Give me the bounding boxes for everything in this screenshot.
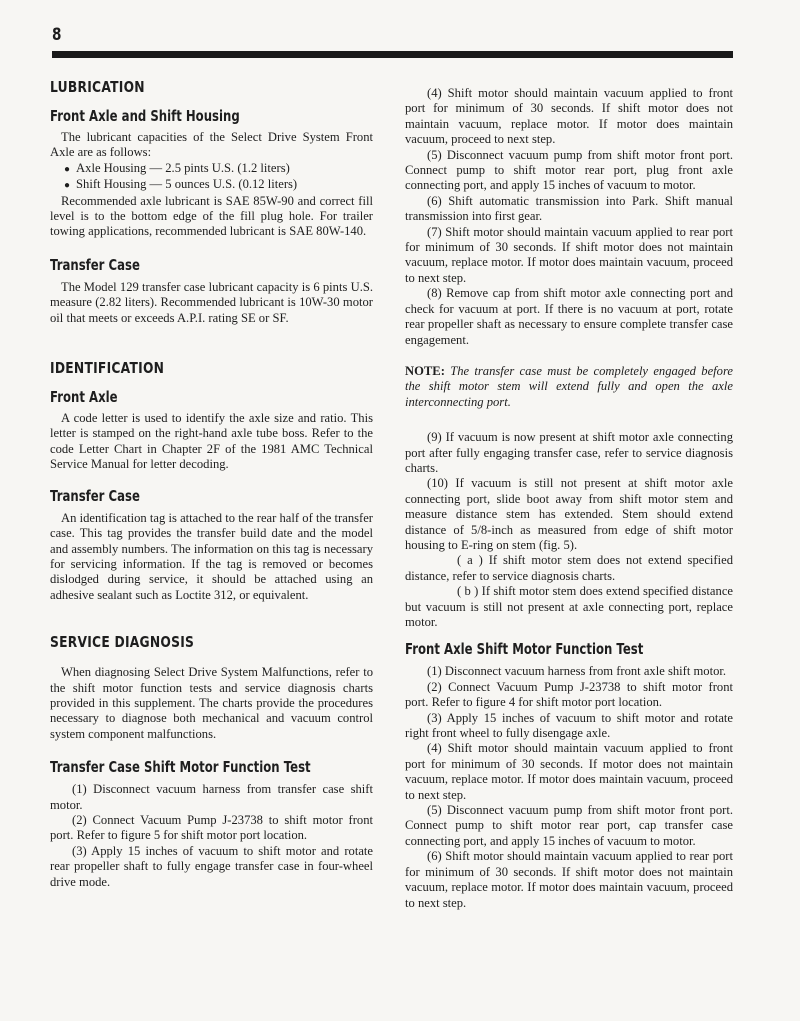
subheading-transfer-case-test: Transfer Case Shift Motor Function Test [50, 758, 311, 777]
note-label: NOTE: [405, 363, 445, 378]
test-step: (1) Disconnect vacuum harness from front axle shift motor. [427, 664, 727, 679]
subheading-transfer-case-id: Transfer Case [50, 486, 140, 505]
test-step: (3) Apply 15 inches of vacuum to shift motor and rotate right front wheel to fully disengage axle. [405, 710, 733, 741]
test-step: (2) Connect Vacuum Pump J-23738 to shift motor front port. Refer to figure 4 for shift motor port location. [405, 679, 733, 710]
note-block [405, 364, 733, 410]
capacity-list [50, 161, 373, 194]
page-number: 8 [52, 25, 62, 45]
subheading-front-axle-test: Front Axle Shift Motor Function Test [405, 640, 644, 659]
subheading-transfer-case-lube: Transfer Case [50, 255, 140, 274]
test-step: (2) Connect Vacuum Pump J-23738 to shift motor front port. Refer to figure 5 for shift motor port location. [50, 812, 373, 843]
test-step: (3) Apply 15 inches of vacuum to shift motor and rotate rear propeller shaft to fully engage transfer case in four-wheel drive mode. [50, 843, 373, 889]
note-text: The transfer case must be completely engaged before the shift motor stem will extend fully and open the axle interconnecting port. [405, 363, 733, 409]
test-step: (6) Shift motor should maintain vacuum applied to rear port for minimum of 30 seconds. If shift motor does not maintain vacuum, replace motor. If motor does maintain vacuum, proceed to next step. [405, 849, 733, 910]
header-rule [52, 51, 733, 58]
test-step: (9) If vacuum is now present at shift motor axle connecting port after fully engaging transfer case, refer to service diagnosis charts. [405, 430, 733, 475]
right-column [405, 86, 733, 911]
test-step: (10) If vacuum is still not present at shift motor axle connecting port, slide boot away from shift motor stem and measure distance stem has extended. Stem should extend distance of 5/8-inch as measured from edge of shift motor housing to E-ring on stem (fig. 5). [405, 476, 733, 552]
list-item: ● Axle Housing — 2.5 pints U.S. (1.2 liters) [64, 161, 373, 177]
paragraph-service-diagnosis: When diagnosing Select Drive System Malfunctions, refer to the shift motor function tests and service diagnosis charts provided in this supplement. The charts provide the procedures necessary to diagnose both mechanical and vacuum control system component malfunctions. [50, 665, 373, 741]
test-step: (5) Disconnect vacuum pump from shift motor front port. Connect pump to shift motor rear port, plug front axle connecting port, and apply 15 inches of vacuum to motor. [405, 147, 733, 193]
test-step: (7) Shift motor should maintain vacuum applied to rear port for minimum of 30 seconds. If shift motor does not maintain vacuum, replace motor. If motor does maintain vacuum, proceed to next step. [405, 224, 733, 285]
paragraph-recommended-lubricant: Recommended axle lubricant is SAE 85W-90 and correct fill level is to the bottom edge of the fill plug hole. For trailer towing applications, recommended lubricant is SAE 80W-140. [50, 193, 373, 239]
section-heading-service-diagnosis: SERVICE DIAGNOSIS [50, 633, 195, 652]
paragraph-front-axle-id: A code letter is used to identify the axle size and ratio. This letter is stamped on the right-hand axle tube boss. Refer to the code Letter Chart in Chapter 2F of the 1981 AMC Technical Service Manual for letter decoding. [50, 411, 373, 472]
paragraph-lubricant-intro: The lubricant capacities of the Select Drive System Front Axle are as follows: [50, 130, 373, 160]
section-heading-lubrication: LUBRICATION [50, 78, 145, 96]
test-substep: ( a ) If shift motor stem does not extend specified distance, refer to service diagnosis charts. [405, 553, 733, 583]
test-step: (5) Disconnect vacuum pump from shift motor front port. Connect pump to shift motor rear port, cap transfer case connecting port, and apply 15 inches of vacuum to motor. [405, 803, 733, 848]
test-step: (6) Shift automatic transmission into Park. Shift manual transmission into first gear. [405, 193, 733, 224]
test-step: (4) Shift motor should maintain vacuum applied to front port for minimum of 30 seconds. If motor does not maintain vacuum, replace motor. If motor does maintain vacuum, proceed to next step. [405, 741, 733, 802]
section-heading-identification: IDENTIFICATION [50, 359, 165, 378]
test-step: (1) Disconnect vacuum harness from transfer case shift motor. [50, 782, 373, 812]
list-item: ● Shift Housing — 5 ounces U.S. (0.12 liters) [64, 177, 373, 193]
subheading-front-axle-id: Front Axle [50, 388, 118, 407]
test-step: (4) Shift motor should maintain vacuum applied to front port for minimum of 30 seconds. If shift motor does not maintain vacuum, replace motor. If motor does maintain vacuum, proceed to next step. [405, 86, 733, 147]
left-column [50, 78, 373, 890]
test-step: (8) Remove cap from shift motor axle connecting port and check for vacuum at port. If there is no vacuum at port, rotate rear propeller shaft as necessary to ensure complete transfer case engagement. [405, 286, 733, 347]
paragraph-transfer-case-id: An identification tag is attached to the rear half of the transfer case. This tag provides the transfer build date and the model and assembly numbers. The information on this tag is necessary for servicing information. If the tag is removed or becomes dislodged during service, it should be attached using an adhesive sealant such as Loctite 312, or equivalent. [50, 510, 373, 602]
test-substep: ( b ) If shift motor stem does extend specified distance but vacuum is still not present at axle connecting port, replace motor. [405, 584, 733, 629]
paragraph-transfer-case-lube: The Model 129 transfer case lubricant capacity is 6 pints U.S. measure (2.82 liters). Recommended lubricant is 10W-30 motor oil that meets or exceeds A.P.I. rating SE or SF. [50, 279, 373, 325]
subheading-front-axle-shift-housing: Front Axle and Shift Housing [50, 107, 240, 125]
